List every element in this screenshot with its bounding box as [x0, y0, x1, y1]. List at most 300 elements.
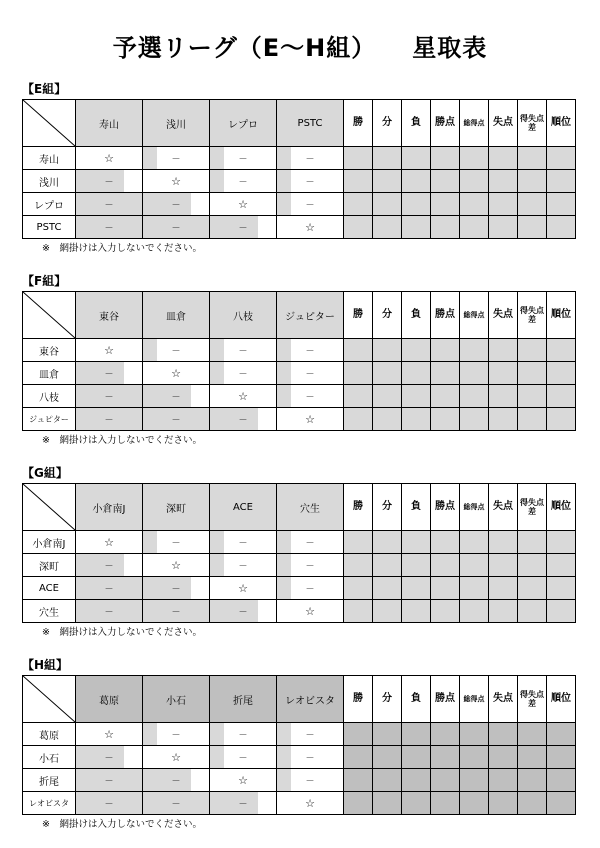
star-icon: ☆	[305, 412, 315, 426]
dash-mark: －	[104, 415, 114, 426]
result-cell[interactable]	[143, 408, 210, 431]
result-cell[interactable]	[143, 193, 210, 216]
team-column-header: 葛原	[76, 676, 143, 723]
dash-mark: －	[171, 223, 181, 234]
dash-mark: －	[171, 200, 181, 211]
stat-cell	[489, 216, 518, 239]
stat-cell	[402, 792, 431, 815]
stat-cell	[344, 170, 373, 193]
stat-cell	[489, 170, 518, 193]
stat-header: 総得点	[460, 100, 489, 147]
stat-cell	[460, 769, 489, 792]
result-cell[interactable]	[76, 216, 143, 239]
team-column-header: 小石	[143, 676, 210, 723]
self-match-cell[interactable]	[210, 385, 277, 408]
stat-cell	[489, 746, 518, 769]
stat-cell	[489, 385, 518, 408]
result-cell[interactable]	[143, 792, 210, 815]
result-cell[interactable]	[277, 723, 344, 746]
shaded-area	[210, 362, 224, 384]
result-cell[interactable]	[76, 600, 143, 623]
team-column-header: 穴生	[277, 484, 344, 531]
stat-cell	[402, 147, 431, 170]
stat-cell	[460, 554, 489, 577]
result-cell[interactable]	[277, 577, 344, 600]
stat-cell	[547, 792, 576, 815]
table-row	[23, 531, 576, 554]
star-icon: ☆	[305, 220, 315, 234]
result-cell[interactable]	[210, 746, 277, 769]
stat-cell	[518, 408, 547, 431]
stat-cell	[373, 216, 402, 239]
stat-header: 負	[402, 484, 431, 531]
table-row	[23, 216, 576, 239]
self-match-cell[interactable]	[143, 554, 210, 577]
group-label: 【G組】	[22, 466, 68, 480]
self-match-cell[interactable]	[277, 792, 344, 815]
stat-cell	[460, 600, 489, 623]
dash-mark: －	[171, 392, 181, 403]
dash-mark: －	[104, 753, 114, 764]
stat-header	[518, 676, 547, 723]
team-row-header: 葛原	[23, 723, 76, 746]
team-column-header: 深町	[143, 484, 210, 531]
shaded-area	[76, 362, 124, 384]
stat-header: 負	[402, 676, 431, 723]
dash-mark: －	[104, 584, 114, 595]
stat-cell	[431, 408, 460, 431]
dash-mark: －	[238, 154, 248, 165]
dash-mark: －	[104, 223, 114, 234]
team-row-header: 寿山	[23, 147, 76, 170]
stat-cell	[518, 170, 547, 193]
diagonal-line-icon	[23, 676, 75, 722]
stat-header: 勝点	[431, 676, 460, 723]
shaded-area	[143, 723, 157, 745]
dash-mark: －	[305, 584, 315, 595]
stat-cell	[431, 723, 460, 746]
shaded-area	[210, 147, 224, 169]
table-row	[23, 554, 576, 577]
stat-cell	[460, 216, 489, 239]
shaded-area	[143, 577, 191, 599]
stat-header	[518, 484, 547, 531]
team-column-header: 寿山	[76, 100, 143, 147]
star-icon: ☆	[238, 389, 248, 403]
self-match-cell[interactable]	[76, 531, 143, 554]
stat-header: 失点	[489, 484, 518, 531]
dash-mark: －	[238, 415, 248, 426]
stat-header-text: 得失点差	[520, 690, 544, 708]
self-match-cell[interactable]	[76, 339, 143, 362]
stat-cell	[460, 723, 489, 746]
stat-cell	[460, 147, 489, 170]
stat-cell	[373, 723, 402, 746]
stat-header: 失点	[489, 676, 518, 723]
dash-mark: －	[171, 776, 181, 787]
result-cell[interactable]	[277, 339, 344, 362]
stat-header: 失点	[489, 100, 518, 147]
team-column-header: ジュピター	[277, 292, 344, 339]
corner-cell	[23, 676, 76, 723]
dash-mark: －	[305, 392, 315, 403]
stat-cell	[547, 147, 576, 170]
note-text: ※ 網掛けは入力しないでください。	[42, 243, 202, 254]
stat-cell	[431, 216, 460, 239]
table-row	[23, 339, 576, 362]
stat-header-text: 得失点差	[520, 306, 544, 324]
self-match-cell[interactable]	[277, 408, 344, 431]
dash-mark: －	[238, 369, 248, 380]
result-cell[interactable]	[76, 385, 143, 408]
stat-cell	[344, 723, 373, 746]
star-icon: ☆	[238, 197, 248, 211]
result-cell[interactable]	[210, 216, 277, 239]
result-cell[interactable]	[277, 746, 344, 769]
title-main: 予選リーグ（E～H組）	[112, 34, 377, 62]
result-cell[interactable]	[76, 769, 143, 792]
star-icon: ☆	[305, 604, 315, 618]
stat-cell	[373, 600, 402, 623]
dash-mark: －	[238, 607, 248, 618]
dash-mark: －	[238, 561, 248, 572]
stat-cell	[489, 769, 518, 792]
shaded-area	[210, 723, 224, 745]
group-label: 【E組】	[22, 82, 67, 96]
stat-cell	[547, 746, 576, 769]
shaded-area	[210, 792, 258, 814]
dash-mark: －	[171, 607, 181, 618]
team-row-header: 東谷	[23, 339, 76, 362]
result-cell[interactable]	[76, 554, 143, 577]
stat-cell	[373, 193, 402, 216]
stat-cell	[402, 408, 431, 431]
star-icon: ☆	[238, 581, 248, 595]
stat-cell	[547, 385, 576, 408]
standings-table	[22, 483, 576, 623]
stat-cell	[547, 531, 576, 554]
shaded-area	[277, 147, 291, 169]
result-cell[interactable]	[210, 339, 277, 362]
table-row	[23, 408, 576, 431]
shaded-area	[277, 193, 291, 215]
stat-cell	[489, 147, 518, 170]
stat-cell	[431, 600, 460, 623]
result-cell[interactable]	[210, 600, 277, 623]
stat-cell	[431, 339, 460, 362]
stat-header: 失点	[489, 292, 518, 339]
dash-mark: －	[305, 538, 315, 549]
stat-cell	[518, 531, 547, 554]
group-label: 【H組】	[22, 658, 69, 672]
stat-cell	[402, 193, 431, 216]
dash-mark: －	[238, 753, 248, 764]
shaded-area	[143, 193, 191, 215]
result-cell[interactable]	[277, 362, 344, 385]
dash-mark: －	[238, 346, 248, 357]
shaded-area	[277, 170, 291, 192]
stat-cell	[518, 362, 547, 385]
stat-cell	[402, 600, 431, 623]
note-text: ※ 網掛けは入力しないでください。	[42, 627, 202, 638]
shaded-area	[277, 531, 291, 553]
stat-cell	[431, 792, 460, 815]
dash-mark: －	[171, 799, 181, 810]
result-cell[interactable]	[76, 792, 143, 815]
stat-cell	[402, 216, 431, 239]
result-cell[interactable]	[277, 193, 344, 216]
dash-mark: －	[104, 200, 114, 211]
stat-cell	[547, 362, 576, 385]
result-cell[interactable]	[210, 147, 277, 170]
corner-cell	[23, 292, 76, 339]
stat-cell	[460, 792, 489, 815]
stat-cell	[518, 792, 547, 815]
stat-header: 分	[373, 484, 402, 531]
result-cell[interactable]	[210, 792, 277, 815]
self-match-cell[interactable]	[277, 216, 344, 239]
shaded-area	[210, 531, 224, 553]
star-icon: ☆	[171, 366, 181, 380]
stat-cell	[344, 216, 373, 239]
result-cell[interactable]	[143, 385, 210, 408]
dash-mark: －	[171, 538, 181, 549]
self-match-cell[interactable]	[210, 577, 277, 600]
dash-mark: －	[305, 369, 315, 380]
stat-cell	[431, 746, 460, 769]
stat-cell	[460, 408, 489, 431]
team-row-header: レプロ	[23, 193, 76, 216]
stat-header: 勝点	[431, 100, 460, 147]
result-cell[interactable]	[277, 531, 344, 554]
shaded-area	[277, 362, 291, 384]
dash-mark: －	[104, 177, 114, 188]
table-row	[23, 746, 576, 769]
shaded-area	[143, 147, 157, 169]
stat-cell	[344, 339, 373, 362]
stat-cell	[489, 408, 518, 431]
dash-mark: －	[305, 730, 315, 741]
team-row-header: ACE	[23, 577, 76, 600]
self-match-cell[interactable]	[143, 746, 210, 769]
stat-header: 順位	[547, 292, 576, 339]
result-cell[interactable]	[210, 531, 277, 554]
team-row-header: 折尾	[23, 769, 76, 792]
stat-cell	[373, 577, 402, 600]
stat-cell	[518, 147, 547, 170]
team-row-header: 穴生	[23, 600, 76, 623]
stat-cell	[344, 193, 373, 216]
stat-header: 総得点	[460, 484, 489, 531]
stat-cell	[344, 769, 373, 792]
stat-cell	[489, 577, 518, 600]
stat-cell	[431, 531, 460, 554]
stat-cell	[489, 362, 518, 385]
stat-cell	[431, 577, 460, 600]
team-row-header: レオビスタ	[23, 792, 76, 815]
result-cell[interactable]	[143, 577, 210, 600]
stat-cell	[489, 554, 518, 577]
stat-header: 分	[373, 676, 402, 723]
team-column-header: 折尾	[210, 676, 277, 723]
dash-mark: －	[305, 200, 315, 211]
result-cell[interactable]	[143, 147, 210, 170]
result-cell[interactable]	[277, 147, 344, 170]
self-match-cell[interactable]	[143, 170, 210, 193]
result-cell[interactable]	[143, 339, 210, 362]
result-cell[interactable]	[76, 408, 143, 431]
stat-cell	[547, 216, 576, 239]
star-icon: ☆	[104, 535, 114, 549]
result-cell[interactable]	[210, 408, 277, 431]
self-match-cell[interactable]	[76, 723, 143, 746]
stat-cell	[518, 339, 547, 362]
shaded-area	[277, 769, 291, 791]
stat-cell	[373, 408, 402, 431]
stat-cell	[344, 531, 373, 554]
star-icon: ☆	[171, 558, 181, 572]
star-icon: ☆	[171, 750, 181, 764]
stat-cell	[460, 339, 489, 362]
stat-cell	[518, 193, 547, 216]
stat-cell	[402, 769, 431, 792]
stat-cell	[489, 339, 518, 362]
team-row-header: PSTC	[23, 216, 76, 239]
stat-header: 勝	[344, 484, 373, 531]
stat-header: 順位	[547, 100, 576, 147]
team-row-header: 八枝	[23, 385, 76, 408]
result-cell[interactable]	[277, 769, 344, 792]
shaded-area	[143, 769, 191, 791]
result-cell[interactable]	[143, 600, 210, 623]
team-row-header: 浅川	[23, 170, 76, 193]
stat-cell	[373, 170, 402, 193]
self-match-cell[interactable]	[277, 600, 344, 623]
team-column-header: 小倉南J	[76, 484, 143, 531]
table-row	[23, 147, 576, 170]
stat-cell	[547, 554, 576, 577]
stat-header: 総得点	[460, 676, 489, 723]
dash-mark: －	[305, 753, 315, 764]
stat-header-text: 得失点差	[520, 498, 544, 516]
dash-mark: －	[305, 776, 315, 787]
self-match-cell[interactable]	[210, 769, 277, 792]
result-cell[interactable]	[277, 554, 344, 577]
shaded-area	[143, 531, 157, 553]
result-cell[interactable]	[210, 362, 277, 385]
stat-cell	[547, 577, 576, 600]
result-cell[interactable]	[143, 216, 210, 239]
team-column-header: 皿倉	[143, 292, 210, 339]
stat-cell	[489, 723, 518, 746]
result-cell[interactable]	[210, 170, 277, 193]
self-match-cell[interactable]	[143, 362, 210, 385]
stat-cell	[344, 362, 373, 385]
dash-mark: －	[305, 561, 315, 572]
team-column-header: 浅川	[143, 100, 210, 147]
stat-cell	[460, 362, 489, 385]
stat-cell	[402, 531, 431, 554]
result-cell[interactable]	[143, 769, 210, 792]
dash-mark: －	[305, 346, 315, 357]
result-cell[interactable]	[210, 554, 277, 577]
stat-cell	[518, 746, 547, 769]
stat-cell	[547, 408, 576, 431]
table-row	[23, 385, 576, 408]
shaded-area	[210, 746, 224, 768]
dash-mark: －	[305, 154, 315, 165]
star-icon: ☆	[305, 796, 315, 810]
result-cell[interactable]	[76, 193, 143, 216]
stat-cell	[431, 385, 460, 408]
stat-cell	[402, 385, 431, 408]
result-cell[interactable]	[76, 362, 143, 385]
dash-mark: －	[238, 730, 248, 741]
stat-cell	[402, 554, 431, 577]
stat-cell	[402, 170, 431, 193]
stat-header: 勝点	[431, 484, 460, 531]
stat-header: 分	[373, 292, 402, 339]
stat-cell	[373, 554, 402, 577]
table-row	[23, 193, 576, 216]
stat-cell	[547, 769, 576, 792]
result-cell[interactable]	[76, 746, 143, 769]
result-cell[interactable]	[143, 723, 210, 746]
dash-mark: －	[171, 730, 181, 741]
result-cell[interactable]	[277, 385, 344, 408]
table-row	[23, 792, 576, 815]
star-icon: ☆	[238, 773, 248, 787]
stat-cell	[518, 577, 547, 600]
diagonal-line-icon	[23, 484, 75, 530]
dash-mark: －	[104, 607, 114, 618]
stat-header-text: 得失点差	[520, 114, 544, 132]
star-icon: ☆	[104, 151, 114, 165]
stat-cell	[344, 746, 373, 769]
self-match-cell[interactable]	[210, 193, 277, 216]
result-cell[interactable]	[76, 170, 143, 193]
stat-cell	[547, 339, 576, 362]
stat-cell	[489, 531, 518, 554]
stat-cell	[431, 362, 460, 385]
dash-mark: －	[238, 538, 248, 549]
stat-cell	[402, 362, 431, 385]
stat-header: 負	[402, 100, 431, 147]
team-column-header: PSTC	[277, 100, 344, 147]
result-cell[interactable]	[210, 723, 277, 746]
team-row-header: 皿倉	[23, 362, 76, 385]
team-column-header: 八枝	[210, 292, 277, 339]
stat-cell	[344, 577, 373, 600]
stat-header: 勝	[344, 676, 373, 723]
stat-cell	[344, 385, 373, 408]
shaded-area	[210, 216, 258, 238]
stat-cell	[402, 339, 431, 362]
dash-mark: －	[171, 584, 181, 595]
stat-cell	[402, 723, 431, 746]
shaded-area	[277, 385, 291, 407]
star-icon: ☆	[104, 343, 114, 357]
team-row-header: 小倉南J	[23, 531, 76, 554]
result-cell[interactable]	[143, 531, 210, 554]
dash-mark: －	[104, 561, 114, 572]
self-match-cell[interactable]	[76, 147, 143, 170]
stat-header: 順位	[547, 484, 576, 531]
dash-mark: －	[238, 799, 248, 810]
result-cell[interactable]	[277, 170, 344, 193]
result-cell[interactable]	[76, 577, 143, 600]
stat-cell	[460, 193, 489, 216]
